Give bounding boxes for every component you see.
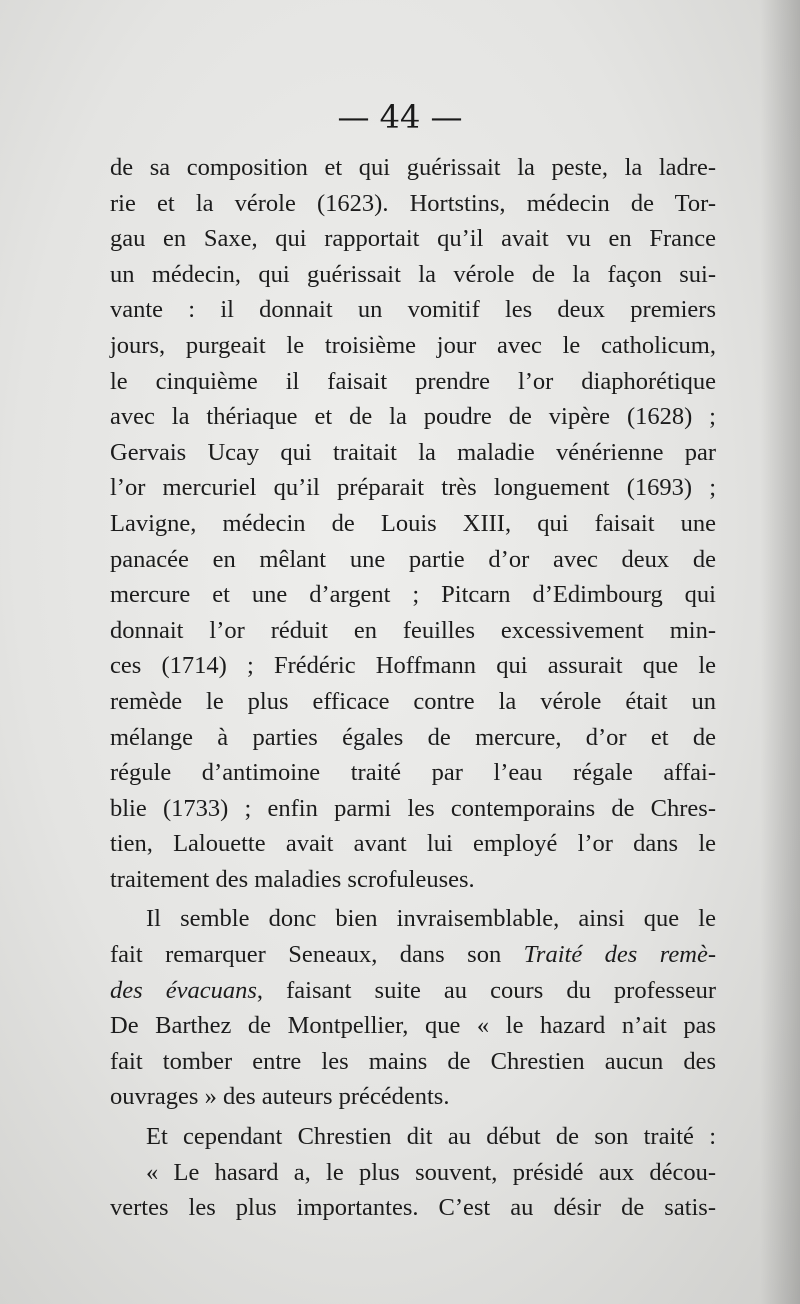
text-line: avec la thériaque et de la poudre de vipère (1628) ; (110, 403, 716, 431)
text-line: remède le plus efficace contre la vérole était un (110, 687, 716, 715)
paragraph-2 (110, 901, 716, 1115)
text-line: donnait l’or réduit en feuilles excessivement min- (110, 616, 716, 644)
text-line: De Barthez de Montpellier, que « le hazard n’ait pas (110, 1012, 716, 1040)
text-line: panacée en mêlant une partie d’or avec deux de (110, 545, 716, 573)
text-line: blie (1733) ; enfin parmi les contemporains de Chres- (110, 794, 716, 822)
text-line: Et cependant Chrestien dit au début de son traité : (146, 1123, 716, 1151)
text-line: tien, Lalouette avait avant lui employé l’or dans le (110, 830, 716, 858)
text-line: de sa composition et qui guérissait la peste, la ladre- (110, 154, 716, 181)
text-line: « Le hasard a, le plus souvent, présidé aux décou- (146, 1158, 716, 1186)
text-line: Gervais Ucay qui traitait la maladie vénérienne par (110, 438, 716, 466)
book-title-italic: des évacuans (110, 976, 257, 1004)
book-title-italic: Traité des remè- (523, 941, 716, 969)
text-line: jours, purgeait le troisième jour avec le catholicum, (110, 331, 716, 359)
text-line: Il semble donc bien invraisemblable, ainsi que le (146, 905, 716, 933)
text-span: , faisant suite au cours du professeur (256, 976, 716, 1004)
paragraph-1 (110, 150, 716, 897)
text-line: Lavigne, médecin de Louis XIII, qui faisait une (110, 509, 716, 537)
text-line: vertes les plus importantes. C’est au désir de satis- (110, 1194, 716, 1222)
text-line: vante : il donnait un vomitif les deux premiers (110, 296, 716, 324)
paragraph-3 (110, 1119, 716, 1226)
text-line: gau en Saxe, qui rapportait qu’il avait vu en France (110, 225, 716, 253)
text-line: régule d’antimoine traité par l’eau régale affai- (110, 759, 716, 787)
text-line: mélange à parties égales de mercure, d’or et de (110, 723, 716, 751)
text-line: traitement des maladies scrofuleuses. (110, 865, 475, 893)
text-line: ouvrages » des auteurs précédents. (110, 1083, 450, 1111)
text-line: fait tomber entre les mains de Chrestien aucun des (110, 1047, 716, 1075)
text-line (110, 937, 716, 973)
text-line: un médecin, qui guérissait la vérole de la façon sui- (110, 260, 716, 288)
page-number: — 44 — (337, 98, 463, 136)
text-line: mercure et une d’argent ; Pitcarn d’Edimbourg qui (110, 581, 716, 609)
text-line: l’or mercuriel qu’il préparait très longuement (1693) ; (110, 474, 716, 502)
text-line: le cinquième il faisait prendre l’or diaphorétique (110, 367, 716, 395)
text-line (110, 973, 716, 1009)
body-text (110, 150, 716, 1226)
text-line: ces (1714) ; Frédéric Hoffmann qui assurait que le (110, 652, 716, 680)
text-span: fait remarquer Seneaux, dans son (110, 941, 524, 969)
text-line: rie et la vérole (1623). Hortstins, médecin de Tor- (110, 189, 716, 217)
